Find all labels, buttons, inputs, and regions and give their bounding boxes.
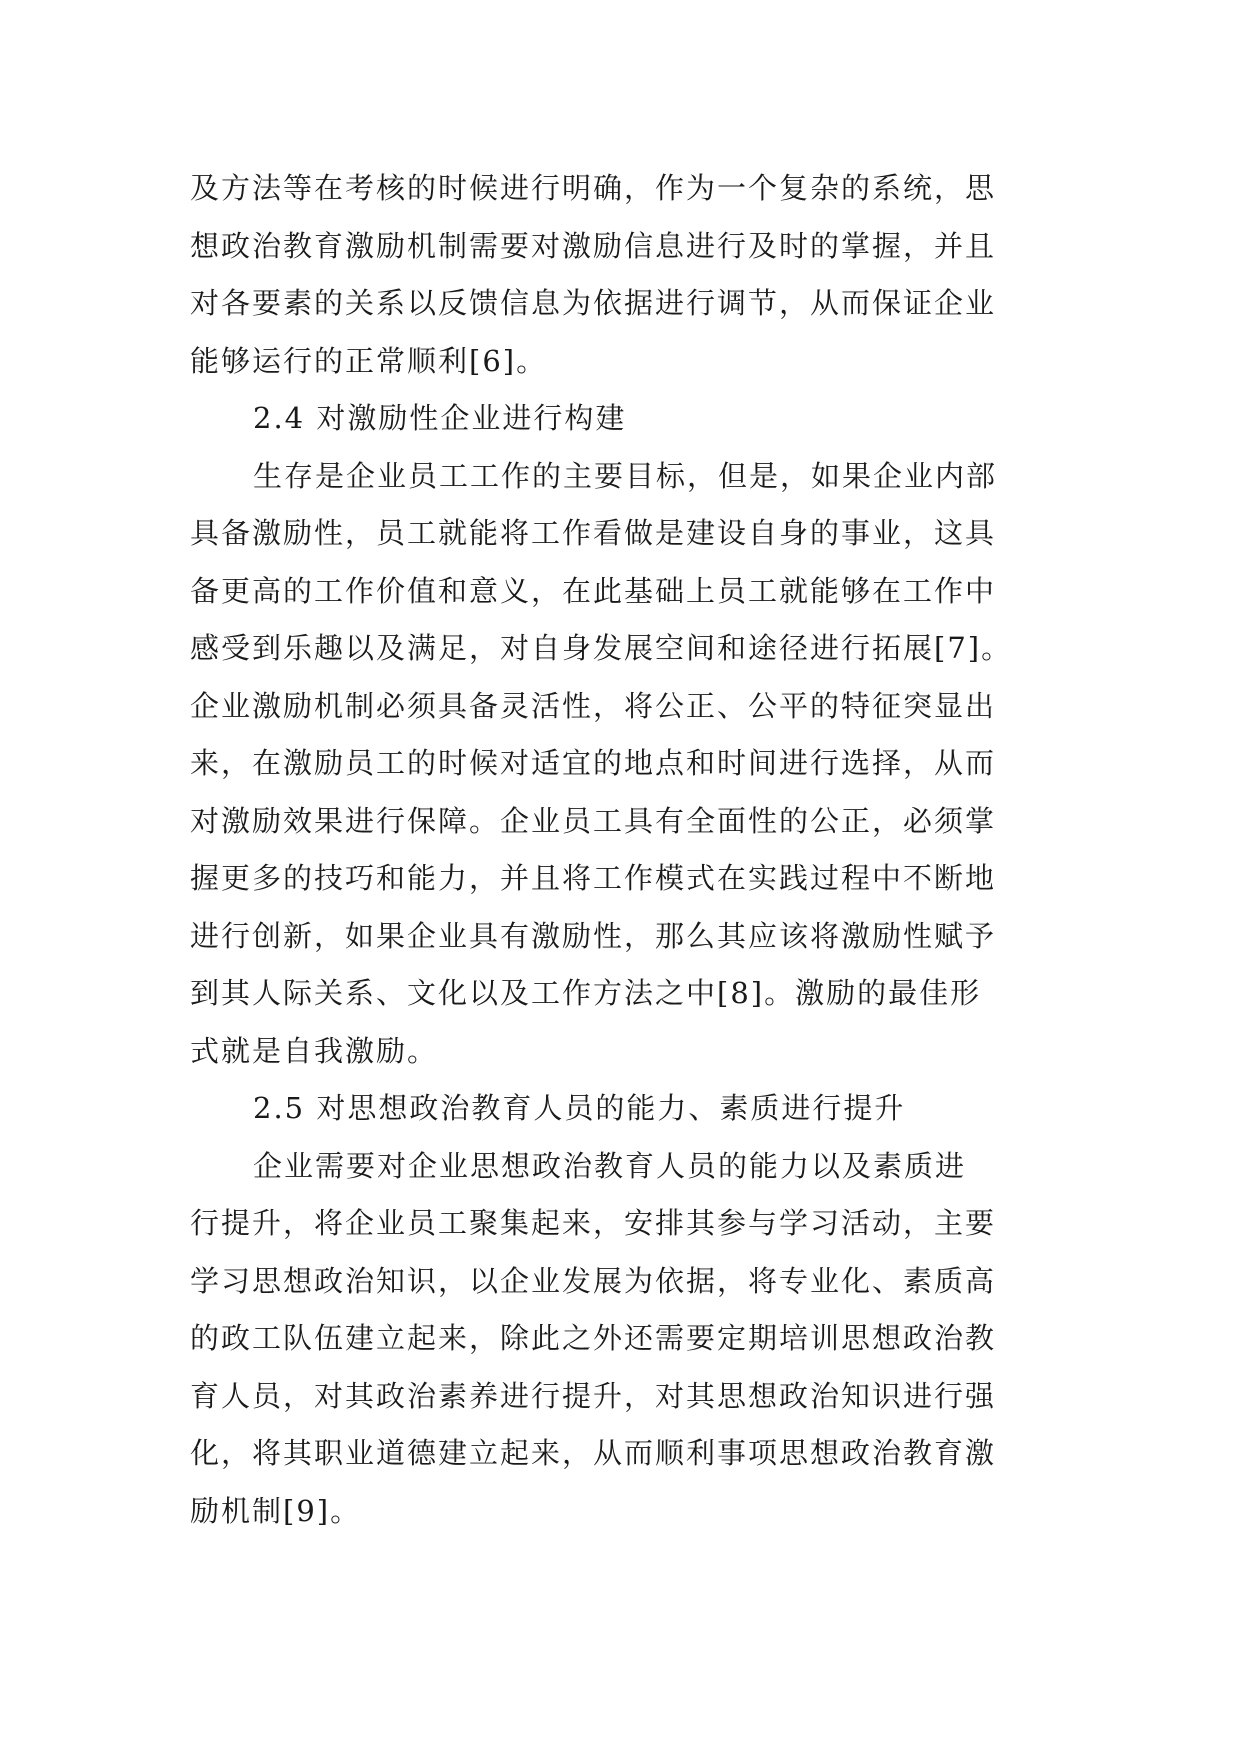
text-line: 具备激励性，员工就能将工作看做是建设自身的事业，这具 bbox=[190, 516, 997, 550]
text-line: 学习思想政治知识，以企业发展为依据，将专业化、素质高 bbox=[190, 1263, 997, 1298]
text-line: 到其人际关系、文化以及工作方法之中[8]。激励的最佳形 bbox=[190, 976, 982, 1010]
section-heading-2-4: 2.4 对激励性企业进行构建 bbox=[253, 401, 627, 435]
text-line: 育人员，对其政治素养进行提升，对其思想政治知识进行强 bbox=[190, 1378, 997, 1413]
text-line: 及方法等在考核的时候进行明确，作为一个复杂的系统，思 bbox=[190, 171, 997, 205]
text-line: 对激励效果进行保障。企业员工具有全面性的公正，必须掌 bbox=[190, 803, 997, 838]
text-line: 对各要素的关系以反馈信息为依据进行调节，从而保证企业 bbox=[190, 286, 997, 320]
text-line: 的政工队伍建立起来，除此之外还需要定期培训思想政治教 bbox=[190, 1321, 997, 1355]
text-line: 进行创新，如果企业具有激励性，那么其应该将激励性赋予 bbox=[190, 918, 997, 953]
text-line: 企业激励机制必须具备灵活性，将公正、公平的特征突显出 bbox=[190, 688, 997, 723]
section-heading-2-5: 2.5 对思想政治教育人员的能力、素质进行提升 bbox=[253, 1091, 906, 1125]
text-line: 化，将其职业道德建立起来，从而顺利事项思想政治教育激 bbox=[190, 1436, 997, 1470]
text-line: 生存是企业员工工作的主要目标，但是，如果企业内部 bbox=[253, 458, 998, 493]
text-line: 励机制[9]。 bbox=[190, 1493, 362, 1528]
text-line: 握更多的技巧和能力，并且将工作模式在实践过程中不断地 bbox=[190, 861, 997, 895]
text-line: 能够运行的正常顺利[6]。 bbox=[190, 343, 548, 378]
text-line: 备更高的工作价值和意义，在此基础上员工就能够在工作中 bbox=[190, 573, 997, 608]
text-line: 行提升，将企业员工聚集起来，安排其参与学习活动，主要 bbox=[190, 1206, 997, 1240]
text-line: 企业需要对企业思想政治教育人员的能力以及素质进 bbox=[253, 1148, 967, 1183]
text-line: 感受到乐趣以及满足，对自身发展空间和途径进行拓展[7]。 bbox=[190, 631, 1013, 665]
document-body bbox=[190, 160, 1070, 1540]
text-line: 式就是自我激励。 bbox=[190, 1033, 439, 1068]
text-line: 来，在激励员工的时候对适宜的地点和时间进行选择，从而 bbox=[190, 746, 997, 780]
text-line: 想政治教育激励机制需要对激励信息进行及时的掌握，并且 bbox=[190, 228, 997, 263]
